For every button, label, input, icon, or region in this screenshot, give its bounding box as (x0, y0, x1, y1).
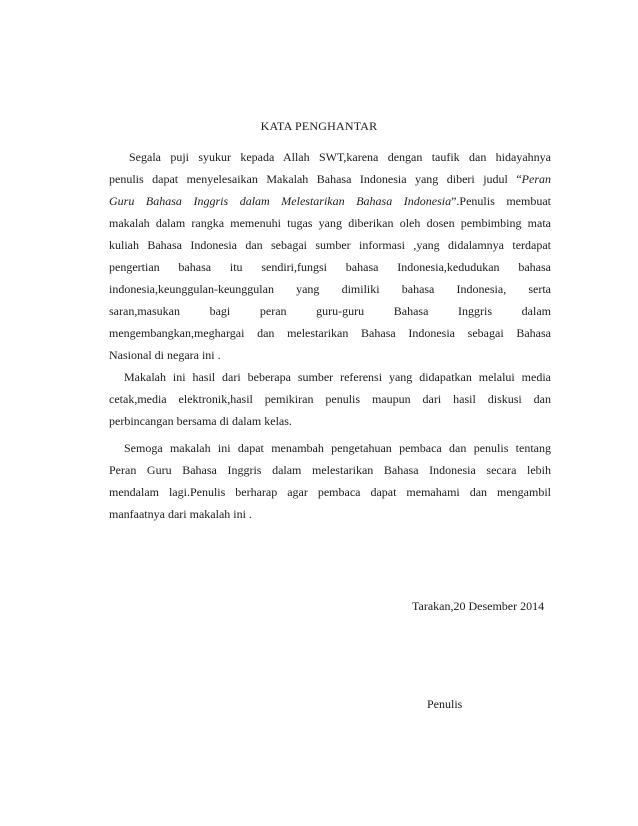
paragraph-1-line-3-italic: Guru Bahasa Inggris dalam Melestarikan Bahasa Indonesia (109, 194, 452, 208)
paragraph-1-line-3 (109, 194, 551, 208)
place-and-date: Tarakan,20 Desember 2014 (412, 599, 545, 613)
signer-name: Penulis (427, 697, 463, 711)
paragraph-1-line-3-text: ”.Penulis membuat (451, 194, 551, 208)
paragraph-2-line-3: perbincangan bersama di dalam kelas. (109, 414, 292, 428)
paragraph-1-line-4: makalah dalam rangka memenuhi tugas yang diberikan oleh dosen pembimbing mata (109, 216, 551, 230)
paragraph-1-line-10: Nasional di negara ini . (109, 348, 221, 362)
paragraph-3-line-1: Semoga makalah ini dapat menambah pengetahuan pembaca dan penulis tentang (124, 441, 551, 455)
paragraph-1-line-7: indonesia,keunggulan-keunggulan yang dimiliki bahasa Indonesia, serta (109, 282, 551, 296)
paragraph-3-line-2: Peran Guru Bahasa Inggris dalam melestarikan Bahasa Indonesia secara lebih (109, 463, 551, 477)
paragraph-1-line-8: saran,masukan bagi peran guru-guru Bahasa Inggris dalam (109, 304, 551, 318)
paragraph-2-line-2: cetak,media elektronik,hasil pemikiran penulis maupun dari hasil diskusi dan (109, 392, 551, 406)
paragraph-3-line-3: mendalam lagi.Penulis berharap agar pembaca dapat memahami dan mengambil (109, 485, 551, 499)
paragraph-2-line-1: Makalah ini hasil dari beberapa sumber referensi yang didapatkan melalui media (124, 370, 551, 384)
paragraph-1-line-2-italic: Peran (521, 172, 551, 186)
paragraph-1-line-5: kuliah Bahasa Indonesia dan sebagai sumber informasi ,yang didalamnya terdapat (109, 238, 551, 252)
paragraph-3-line-4: manfaatnya dari makalah ini . (109, 507, 252, 521)
paragraph-1-line-9: mengembangkan,meghargai dan melestarikan Bahasa Indonesia sebagai Bahasa (109, 326, 551, 340)
paragraph-1-line-2 (109, 172, 551, 186)
paragraph-1-line-6: pengertian bahasa itu sendiri,fungsi bahasa Indonesia,kedudukan bahasa (109, 260, 551, 274)
paragraph-1-line-1: Segala puji syukur kepada Allah SWT,karena dengan taufik dan hidayahnya (129, 150, 551, 164)
paragraph-1-line-2-text: penulis dapat menyelesaikan Makalah Bahasa Indonesia yang diberi judul “ (109, 172, 522, 186)
page-title: KATA PENGHANTAR (260, 119, 378, 133)
